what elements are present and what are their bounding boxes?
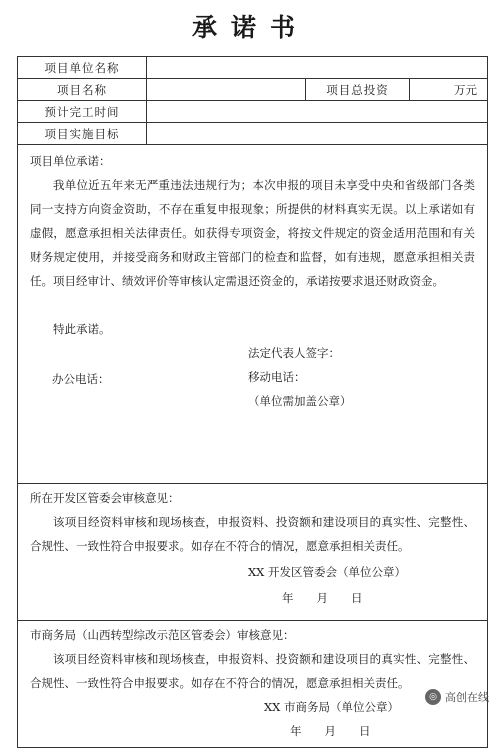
commitment-heading: 项目单位承诺： bbox=[30, 154, 111, 168]
watermark bbox=[425, 689, 489, 705]
target-row bbox=[18, 123, 488, 145]
unit-name-value[interactable] bbox=[147, 57, 488, 79]
completion-time-label: 预计完工时间 bbox=[18, 101, 147, 123]
commerce-section bbox=[18, 621, 488, 748]
office-phone-label: 办公电话： bbox=[52, 372, 110, 386]
target-value[interactable] bbox=[147, 123, 488, 145]
watermark-text: 高创在线 bbox=[445, 691, 489, 704]
commerce-body: 该项目经资料审核和现场核查，申报资料、投资额和建设项目的真实性、完整性、合规性、一致性符合申报要求。如存在不符合的情况，愿意承担相关责任。 bbox=[30, 652, 475, 690]
completion-time-value[interactable] bbox=[147, 101, 488, 123]
dev-zone-body: 该项目经资料审核和现场核查，申报资料、投资额和建设项目的真实性、完整性、合规性、一致性符合申报要求。如存在不符合的情况，愿意承担相关责任。 bbox=[30, 515, 475, 553]
legal-rep-label: 法定代表人签字： bbox=[248, 346, 340, 360]
dev-zone-heading: 所在开发区管委会审核意见： bbox=[30, 491, 180, 505]
project-name-label: 项目名称 bbox=[18, 79, 147, 101]
total-investment-label: 项目总投资 bbox=[306, 79, 410, 101]
target-label: 项目实施目标 bbox=[18, 123, 147, 145]
unit-name-label: 项目单位名称 bbox=[18, 57, 147, 79]
investment-unit[interactable]: 万元 bbox=[410, 79, 488, 101]
project-name-value[interactable] bbox=[147, 79, 306, 101]
commerce-signer: XX 市商务局（单位公章） bbox=[264, 700, 400, 714]
commitment-special: 特此承诺。 bbox=[53, 322, 111, 336]
commerce-date: 年 月 日 bbox=[290, 724, 371, 738]
wechat-icon: ◎ bbox=[425, 689, 441, 705]
commitment-body: 我单位近五年来无严重违法违规行为；本次申报的项目未享受中央和省级部门各类同一支持方向资金资助，不存在重复申报现象；所提供的材料真实无误。以上承诺如有虚假，愿意承担相关法律责任。如获得专项资金，将按文件规定的资金适用范围和有关财务规定使用，并接受商务和财政主管部门的检查和监督，如有违规，愿意承担相关责任。项目经审计、绩效评价等审核认定需退还资金的，承诺按要求退还财政资金。 bbox=[30, 178, 475, 288]
unit-name-row bbox=[18, 57, 488, 79]
completion-time-row bbox=[18, 101, 488, 123]
commitment-section bbox=[18, 145, 488, 484]
commerce-heading: 市商务局（山西转型综改示范区管委会）审核意见： bbox=[30, 628, 295, 642]
dev-zone-section bbox=[18, 484, 488, 621]
dev-zone-date: 年 月 日 bbox=[282, 591, 363, 605]
dev-zone-signer: XX 开发区管委会（单位公章） bbox=[248, 565, 407, 579]
document-title: 承诺书 bbox=[191, 13, 309, 42]
project-name-row bbox=[18, 79, 488, 101]
seal-note: （单位需加盖公章） bbox=[248, 394, 352, 408]
mobile-phone-label: 移动电话： bbox=[248, 370, 306, 384]
commitment-form bbox=[17, 56, 488, 748]
